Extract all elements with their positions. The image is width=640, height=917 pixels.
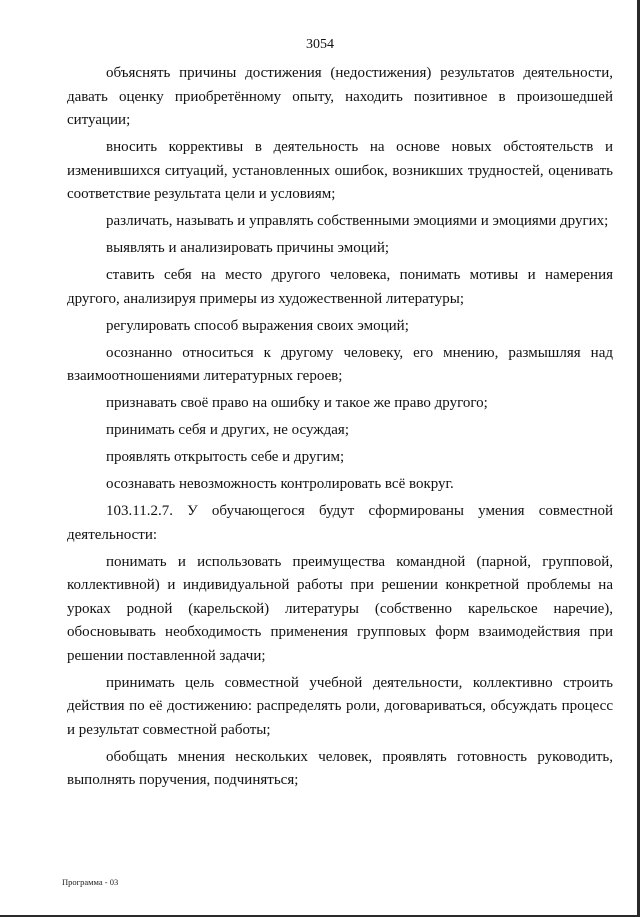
section-heading-paragraph: 103.11.2.7. У обучающегося будут сформированы умения совместной деятельности: xyxy=(67,503,613,543)
paragraph: выявлять и анализировать причины эмоций; xyxy=(106,240,390,256)
paragraph: признавать своё право на ошибку и такое же право другого; xyxy=(106,395,488,411)
page-number: 3054 xyxy=(306,37,334,52)
paragraph: объяснять причины достижения (недостижения) результатов деятельности, давать оценку приобретённому опыту, находить позитивное в произошедшей ситуации; xyxy=(67,65,613,128)
paragraph: понимать и использовать преимущества командной (парной, групповой, коллективной) и индивидуальной работы при решении конкретной проблемы на уроках родной (карельской) литературы (собственно карельское наречие), обосновывать необходимость применения групповых форм взаимодействия при решении поставленной задачи; xyxy=(67,553,613,664)
body-text xyxy=(67,62,613,796)
paragraph: принимать себя и других, не осуждая; xyxy=(106,422,350,438)
paragraph: проявлять открытость себе и другим; xyxy=(106,449,345,465)
paragraph: обобщать мнения нескольких человек, проявлять готовность руководить, выполнять поручения, подчиняться; xyxy=(67,748,613,788)
paragraph: ставить себя на место другого человека, понимать мотивы и намерения другого, анализируя примеры из художественной литературы; xyxy=(67,267,613,307)
paragraph: вносить коррективы в деятельность на основе новых обстоятельств и изменившихся ситуаций, установленных ошибок, возникших трудностей, оценивать соответствие результата цели и условиям; xyxy=(67,139,613,202)
paragraph: осознанно относиться к другому человеку, его мнению, размышляя над взаимоотношениями литературных героев; xyxy=(67,344,613,384)
paragraph: регулировать способ выражения своих эмоций; xyxy=(106,317,409,334)
paragraph: принимать цель совместной учебной деятельности, коллективно строить действия по её достижению: распределять роли, договариваться, обсуждать процесс и результат совместной работы; xyxy=(67,674,613,738)
paragraph: различать, называть и управлять собственными эмоциями и эмоциями других; xyxy=(106,213,609,229)
footer-label: Программа - 03 xyxy=(62,877,119,887)
paragraph: осознавать невозможность контролировать всё вокруг. xyxy=(106,476,454,492)
